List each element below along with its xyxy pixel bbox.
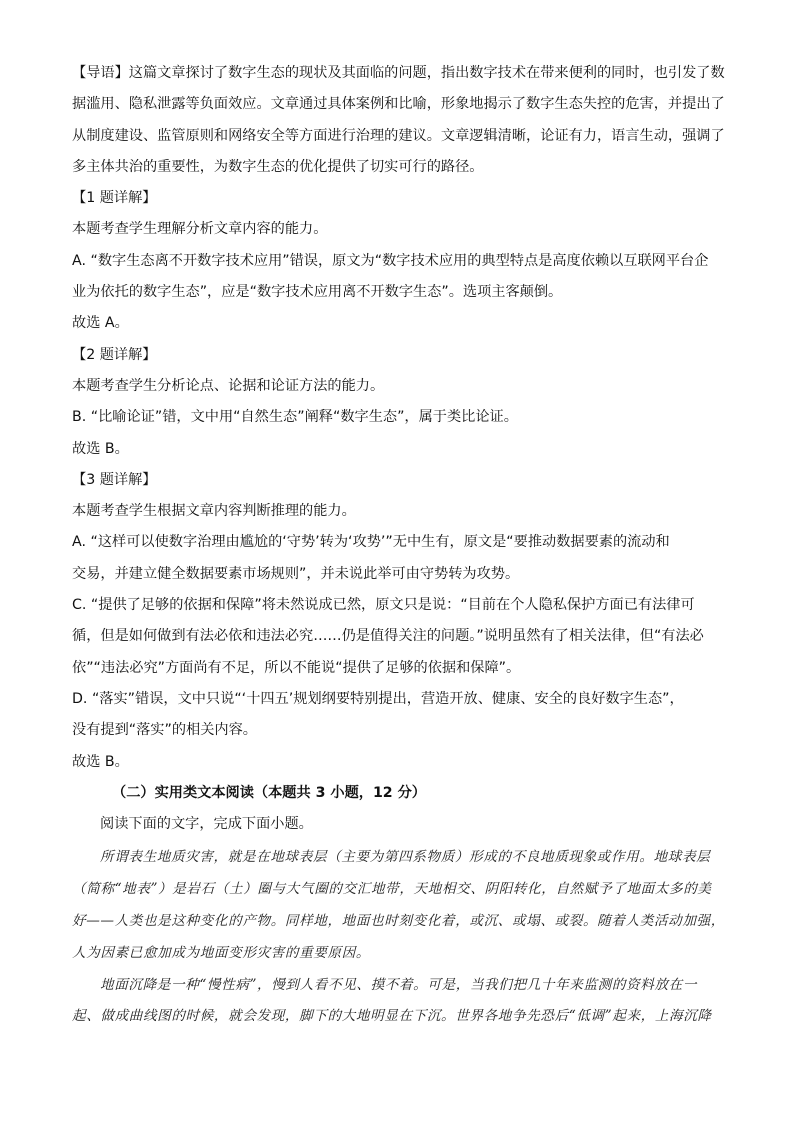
q3-option-c-line: 循，但是如何做到有法必依和违法必究……仍是值得关注的问题。”说明虽然有了相关法律，但“有法必 bbox=[72, 628, 704, 645]
reading-para1-line: 所谓表生地质灾害，就是在地球表层（主要为第四系物质）形成的不良地质现象或作用。地球表层 bbox=[100, 849, 711, 866]
section-instruction: 阅读下面的文字，完成下面小题。 bbox=[100, 816, 313, 833]
q3-option-c-line: 依”“违法必究”方面尚有不足，所以不能说“提供了足够的依据和保障”。 bbox=[72, 659, 521, 676]
reading-para1-line: 人为因素已愈加成为地面变形灾害的重要原因。 bbox=[72, 944, 371, 961]
reading-para2-line: 起、做成曲线图的时候，就会发现，脚下的大地明显在下沉。世界各地争先恐后“低调”起来，上海沉降 bbox=[72, 1008, 712, 1025]
q3-option-a-line: A. “这样可以使数字治理由尴尬的‘守势’转为‘攻势’”无中生有，原文是“要推动数据要素的流动和 bbox=[72, 534, 670, 551]
q3-option-d-line: D. “落实”错误，文中只说“‘十四五’规划纲要特别提出，营造开放、健康、安全的良好数字生态”， bbox=[72, 690, 684, 707]
q3-option-d-line: 没有提到“落实”的相关内容。 bbox=[72, 722, 257, 739]
q1-option-a-line: A. “数字生态离不开数字技术应用”错误，原文为“数字技术应用的典型特点是高度依赖以互联网平台企 bbox=[72, 252, 709, 269]
q2-answer: 故选 B。 bbox=[72, 440, 129, 457]
section-title: （二）实用类文本阅读（本题共 3 小题，12 分） bbox=[112, 784, 426, 801]
q1-heading: 【1 题详解】 bbox=[72, 190, 157, 207]
q2-option-b: B. “比喻论证”错，文中用“自然生态”阐释“数字生态”，属于类比论证。 bbox=[72, 409, 518, 426]
q3-heading: 【3 题详解】 bbox=[72, 471, 157, 488]
q2-heading: 【2 题详解】 bbox=[72, 346, 157, 363]
intro-line: 从制度建设、监管原则和网络安全等方面进行治理的建议。文章逻辑清晰，论证有力，语言生动，强调了 bbox=[72, 127, 725, 144]
intro-line: 【导语】这篇文章探讨了数字生态的现状及其面临的问题，指出数字技术在带来便利的同时，也引发了数 bbox=[72, 65, 725, 81]
q3-intro: 本题考查学生根据文章内容判断推理的能力。 bbox=[72, 503, 356, 520]
q2-intro: 本题考查学生分析论点、论据和论证方法的能力。 bbox=[72, 377, 385, 394]
document-page bbox=[72, 58, 724, 1033]
q1-answer: 故选 A。 bbox=[72, 315, 129, 332]
intro-line: 多主体共治的重要性，为数字生态的优化提供了切实可行的路径。 bbox=[72, 158, 484, 175]
reading-para2-line: 地面沉降是一种“慢性病”，慢到人看不见、摸不着。可是，当我们把几十年来监测的资料放在一 bbox=[100, 976, 698, 993]
q3-option-c-line: C. “提供了足够的依据和保障”将未然说成已然，原文只是说：“目前在个人隐私保护方面已有法律可 bbox=[72, 597, 695, 614]
q3-option-a-line: 交易，并建立健全数据要素市场规则”，并未说此举可由守势转为攻势。 bbox=[72, 565, 520, 582]
q1-intro: 本题考查学生理解分析文章内容的能力。 bbox=[72, 221, 328, 238]
q1-option-a-line: 业为依托的数字生态”，应是“数字技术应用离不开数字生态”。选项主客颠倒。 bbox=[72, 284, 563, 301]
intro-line: 据滥用、隐私泄露等负面效应。文章通过具体案例和比喻，形象地揭示了数字生态失控的危害，并提出了 bbox=[72, 96, 725, 113]
q3-answer: 故选 B。 bbox=[72, 753, 129, 770]
reading-para1-line: 好——人类也是这种变化的产物。同样地，地面也时刻变化着，或沉、或塌、或裂。随着人类活动加强， bbox=[72, 913, 725, 930]
reading-para1-line: （简称“地表”）是岩石（土）圈与大气圈的交汇地带，天地相交、阴阳转化，自然赋予了地面太多的美 bbox=[72, 881, 712, 898]
